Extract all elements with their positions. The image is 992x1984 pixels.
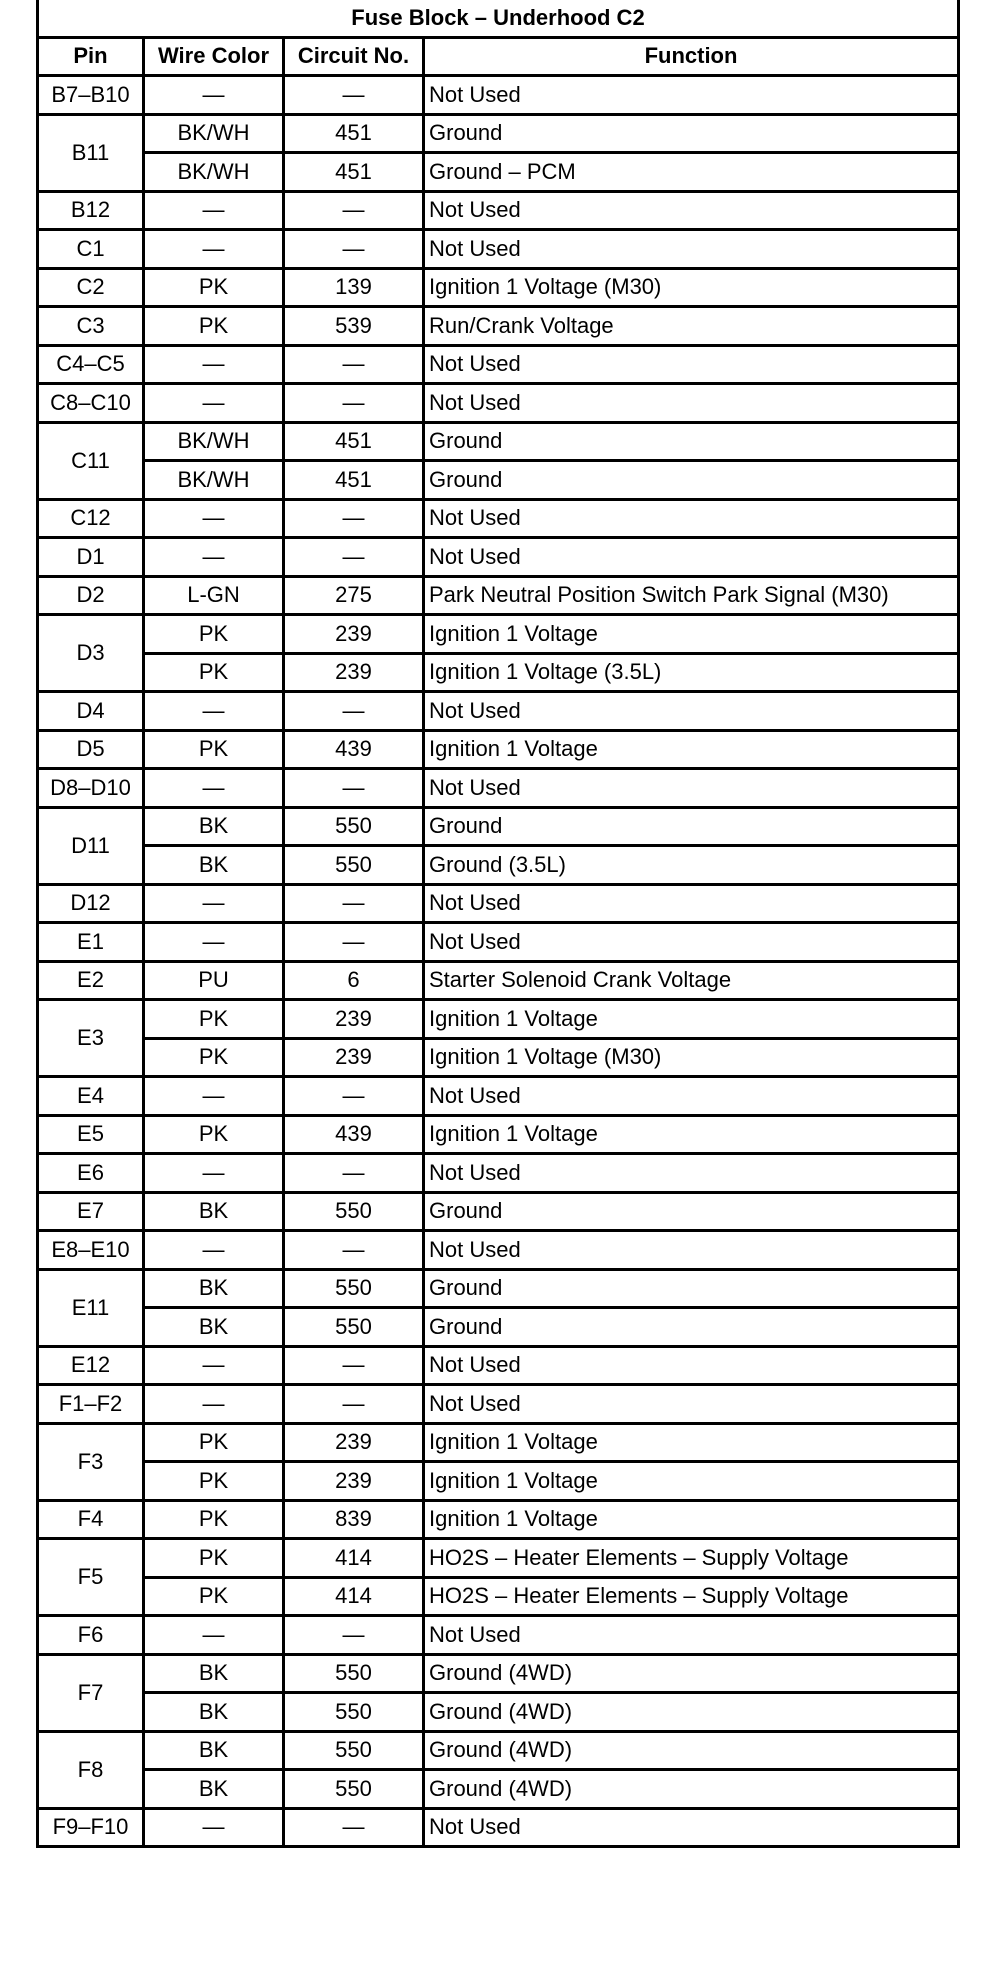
circuit-no-cell: — (284, 1231, 424, 1270)
table-row (38, 1038, 959, 1077)
pin-cell: D12 (38, 884, 144, 923)
wire-color-cell: BK (144, 1731, 284, 1770)
wire-color-cell: — (144, 884, 284, 923)
table-row (38, 1000, 959, 1039)
wire-color-cell: — (144, 1616, 284, 1655)
pinout-table (36, 0, 960, 1848)
circuit-no-cell: 550 (284, 1308, 424, 1347)
circuit-no-cell: — (284, 1808, 424, 1847)
circuit-no-cell: — (284, 499, 424, 538)
table-row (38, 1269, 959, 1308)
wire-color-cell: BK (144, 1192, 284, 1231)
function-cell: Ignition 1 Voltage (424, 1423, 959, 1462)
function-cell: Not Used (424, 538, 959, 577)
pin-cell: C1 (38, 230, 144, 269)
circuit-no-cell: — (284, 1616, 424, 1655)
wire-color-cell: — (144, 769, 284, 808)
wire-color-cell: — (144, 384, 284, 423)
circuit-no-cell: — (284, 1077, 424, 1116)
function-cell: Run/Crank Voltage (424, 307, 959, 346)
table-row (38, 114, 959, 153)
pin-cell: E2 (38, 961, 144, 1000)
wire-color-cell: — (144, 923, 284, 962)
wire-color-cell: — (144, 191, 284, 230)
function-cell: Ignition 1 Voltage (424, 730, 959, 769)
pin-cell: F9–F10 (38, 1808, 144, 1847)
pin-cell: E5 (38, 1115, 144, 1154)
table-row (38, 230, 959, 269)
circuit-no-cell: 550 (284, 1192, 424, 1231)
function-cell: Ignition 1 Voltage (424, 1500, 959, 1539)
circuit-no-cell: 239 (284, 1423, 424, 1462)
function-cell: Not Used (424, 345, 959, 384)
pin-cell: F8 (38, 1731, 144, 1808)
circuit-no-cell: 550 (284, 1269, 424, 1308)
circuit-no-cell: 550 (284, 807, 424, 846)
table-row (38, 1346, 959, 1385)
table-row (38, 961, 959, 1000)
function-cell: Ground (424, 1308, 959, 1347)
wire-color-cell: BK (144, 1693, 284, 1732)
circuit-no-cell: 139 (284, 268, 424, 307)
function-cell: Ground (424, 114, 959, 153)
table-row (38, 1462, 959, 1501)
wire-color-cell: — (144, 1808, 284, 1847)
function-cell: Ground (4WD) (424, 1654, 959, 1693)
circuit-no-cell: 451 (284, 153, 424, 192)
table-row (38, 1616, 959, 1655)
header-row (38, 37, 959, 76)
function-cell: Ignition 1 Voltage (M30) (424, 1038, 959, 1077)
wire-color-cell: BK (144, 807, 284, 846)
function-cell: HO2S – Heater Elements – Supply Voltage (424, 1539, 959, 1578)
function-cell: Not Used (424, 499, 959, 538)
table-row (38, 576, 959, 615)
function-cell: Ground (424, 807, 959, 846)
circuit-no-cell: — (284, 345, 424, 384)
wire-color-cell: PK (144, 730, 284, 769)
function-cell: Not Used (424, 1231, 959, 1270)
function-cell: Ground (424, 1269, 959, 1308)
pin-cell: D11 (38, 807, 144, 884)
function-cell: Ground (424, 461, 959, 500)
pin-cell: C8–C10 (38, 384, 144, 423)
wire-color-cell: PK (144, 1462, 284, 1501)
circuit-no-cell: 550 (284, 1654, 424, 1693)
circuit-no-cell: 275 (284, 576, 424, 615)
circuit-no-cell: 451 (284, 461, 424, 500)
pin-cell: E11 (38, 1269, 144, 1346)
circuit-no-cell: 239 (284, 615, 424, 654)
table-row (38, 191, 959, 230)
circuit-no-cell: 239 (284, 1038, 424, 1077)
circuit-no-cell: — (284, 769, 424, 808)
wire-color-cell: BK (144, 1654, 284, 1693)
circuit-no-cell: 550 (284, 1731, 424, 1770)
wire-color-cell: — (144, 230, 284, 269)
function-cell: Ground (4WD) (424, 1731, 959, 1770)
wire-color-cell: BK/WH (144, 114, 284, 153)
circuit-no-cell: 839 (284, 1500, 424, 1539)
wire-color-cell: PK (144, 1000, 284, 1039)
circuit-no-cell: 451 (284, 422, 424, 461)
wire-color-cell: — (144, 76, 284, 115)
function-cell: Not Used (424, 230, 959, 269)
table-row (38, 1423, 959, 1462)
wire-color-cell: — (144, 1077, 284, 1116)
table-row (38, 345, 959, 384)
table-row (38, 1731, 959, 1770)
function-cell: Starter Solenoid Crank Voltage (424, 961, 959, 1000)
circuit-no-cell: 414 (284, 1577, 424, 1616)
wire-color-cell: — (144, 1346, 284, 1385)
function-cell: Not Used (424, 769, 959, 808)
circuit-no-cell: — (284, 538, 424, 577)
table-row (38, 1385, 959, 1424)
circuit-no-cell: 414 (284, 1539, 424, 1578)
table-row (38, 730, 959, 769)
header-function: Function (424, 37, 959, 76)
pin-cell: D3 (38, 615, 144, 692)
function-cell: Not Used (424, 692, 959, 731)
function-cell: Not Used (424, 384, 959, 423)
wire-color-cell: BK (144, 1770, 284, 1809)
table-row (38, 1654, 959, 1693)
wire-color-cell: PK (144, 1038, 284, 1077)
header-circuit-no: Circuit No. (284, 37, 424, 76)
table-row (38, 499, 959, 538)
function-cell: Not Used (424, 76, 959, 115)
table-row (38, 384, 959, 423)
pin-cell: F1–F2 (38, 1385, 144, 1424)
function-cell: Ignition 1 Voltage (424, 1115, 959, 1154)
wire-color-cell: PK (144, 1500, 284, 1539)
pin-cell: C3 (38, 307, 144, 346)
circuit-no-cell: — (284, 1385, 424, 1424)
wire-color-cell: PK (144, 1115, 284, 1154)
function-cell: Not Used (424, 1154, 959, 1193)
table-row (38, 1192, 959, 1231)
function-cell: Not Used (424, 1385, 959, 1424)
function-cell: Not Used (424, 1346, 959, 1385)
table-row (38, 1539, 959, 1578)
function-cell: Not Used (424, 923, 959, 962)
table-title-row (38, 0, 959, 37)
pin-cell: C11 (38, 422, 144, 499)
circuit-no-cell: 239 (284, 653, 424, 692)
table-row (38, 1077, 959, 1116)
function-cell: Ground (4WD) (424, 1693, 959, 1732)
pin-cell: B12 (38, 191, 144, 230)
function-cell: Not Used (424, 884, 959, 923)
circuit-no-cell: — (284, 230, 424, 269)
table-row (38, 615, 959, 654)
function-cell: Not Used (424, 1808, 959, 1847)
table-row (38, 769, 959, 808)
pin-cell: D5 (38, 730, 144, 769)
function-cell: Ground (424, 1192, 959, 1231)
circuit-no-cell: 439 (284, 1115, 424, 1154)
function-cell: Ignition 1 Voltage (M30) (424, 268, 959, 307)
function-cell: Ground (4WD) (424, 1770, 959, 1809)
table-row (38, 538, 959, 577)
wire-color-cell: PU (144, 961, 284, 1000)
pin-cell: C4–C5 (38, 345, 144, 384)
pin-cell: E3 (38, 1000, 144, 1077)
function-cell: Park Neutral Position Switch Park Signal (M30) (424, 576, 959, 615)
circuit-no-cell: 550 (284, 1770, 424, 1809)
wire-color-cell: PK (144, 1423, 284, 1462)
wire-color-cell: BK/WH (144, 461, 284, 500)
table-body (38, 76, 959, 1847)
pin-cell: C2 (38, 268, 144, 307)
circuit-no-cell: — (284, 1154, 424, 1193)
wire-color-cell: PK (144, 268, 284, 307)
function-cell: HO2S – Heater Elements – Supply Voltage (424, 1577, 959, 1616)
table-row (38, 1308, 959, 1347)
circuit-no-cell: 439 (284, 730, 424, 769)
header-pin: Pin (38, 37, 144, 76)
wire-color-cell: PK (144, 1539, 284, 1578)
wire-color-cell: PK (144, 615, 284, 654)
circuit-no-cell: — (284, 1346, 424, 1385)
wire-color-cell: BK (144, 1308, 284, 1347)
pin-cell: E6 (38, 1154, 144, 1193)
wire-color-cell: — (144, 1154, 284, 1193)
wire-color-cell: — (144, 345, 284, 384)
function-cell: Ignition 1 Voltage (424, 1000, 959, 1039)
wire-color-cell: — (144, 692, 284, 731)
table-row (38, 1154, 959, 1193)
circuit-no-cell: 6 (284, 961, 424, 1000)
circuit-no-cell: 239 (284, 1000, 424, 1039)
wire-color-cell: — (144, 1231, 284, 1270)
pin-cell: C12 (38, 499, 144, 538)
function-cell: Ignition 1 Voltage (424, 1462, 959, 1501)
table-row (38, 692, 959, 731)
pin-cell: E7 (38, 1192, 144, 1231)
wire-color-cell: — (144, 538, 284, 577)
table-row (38, 807, 959, 846)
function-cell: Ignition 1 Voltage (424, 615, 959, 654)
wire-color-cell: — (144, 499, 284, 538)
function-cell: Ignition 1 Voltage (3.5L) (424, 653, 959, 692)
pin-cell: F6 (38, 1616, 144, 1655)
table-row (38, 307, 959, 346)
pin-cell: D1 (38, 538, 144, 577)
circuit-no-cell: — (284, 384, 424, 423)
pin-cell: E1 (38, 923, 144, 962)
table-row (38, 1115, 959, 1154)
pin-cell: E12 (38, 1346, 144, 1385)
table-row (38, 422, 959, 461)
wire-color-cell: L-GN (144, 576, 284, 615)
table-row (38, 1808, 959, 1847)
circuit-no-cell: — (284, 884, 424, 923)
table-row (38, 76, 959, 115)
wire-color-cell: BK/WH (144, 422, 284, 461)
circuit-no-cell: 550 (284, 846, 424, 885)
wire-color-cell: BK/WH (144, 153, 284, 192)
table-row (38, 653, 959, 692)
circuit-no-cell: — (284, 191, 424, 230)
pin-cell: F3 (38, 1423, 144, 1500)
pin-cell: B11 (38, 114, 144, 191)
circuit-no-cell: — (284, 76, 424, 115)
table-row (38, 1231, 959, 1270)
pin-cell: B7–B10 (38, 76, 144, 115)
pin-cell: F5 (38, 1539, 144, 1616)
table-row (38, 923, 959, 962)
table-title: Fuse Block – Underhood C2 (38, 0, 959, 37)
table-row (38, 461, 959, 500)
table-row (38, 153, 959, 192)
wire-color-cell: — (144, 1385, 284, 1424)
wire-color-cell: BK (144, 1269, 284, 1308)
function-cell: Not Used (424, 1077, 959, 1116)
circuit-no-cell: — (284, 692, 424, 731)
pin-cell: D8–D10 (38, 769, 144, 808)
circuit-no-cell: 239 (284, 1462, 424, 1501)
wire-color-cell: PK (144, 307, 284, 346)
function-cell: Not Used (424, 1616, 959, 1655)
function-cell: Ground – PCM (424, 153, 959, 192)
header-wire-color: Wire Color (144, 37, 284, 76)
pin-cell: F7 (38, 1654, 144, 1731)
table-row (38, 1770, 959, 1809)
function-cell: Ground (424, 422, 959, 461)
function-cell: Ground (3.5L) (424, 846, 959, 885)
circuit-no-cell: 539 (284, 307, 424, 346)
circuit-no-cell: 451 (284, 114, 424, 153)
table-row (38, 268, 959, 307)
pin-cell: D4 (38, 692, 144, 731)
circuit-no-cell: 550 (284, 1693, 424, 1732)
table-row (38, 1500, 959, 1539)
table-row (38, 1577, 959, 1616)
wire-color-cell: BK (144, 846, 284, 885)
pin-cell: D2 (38, 576, 144, 615)
wire-color-cell: PK (144, 1577, 284, 1616)
table-row (38, 1693, 959, 1732)
table-row (38, 884, 959, 923)
table-row (38, 846, 959, 885)
pin-cell: E8–E10 (38, 1231, 144, 1270)
circuit-no-cell: — (284, 923, 424, 962)
function-cell: Not Used (424, 191, 959, 230)
connector-table-sheet (36, 0, 960, 1848)
pin-cell: E4 (38, 1077, 144, 1116)
wire-color-cell: PK (144, 653, 284, 692)
pin-cell: F4 (38, 1500, 144, 1539)
